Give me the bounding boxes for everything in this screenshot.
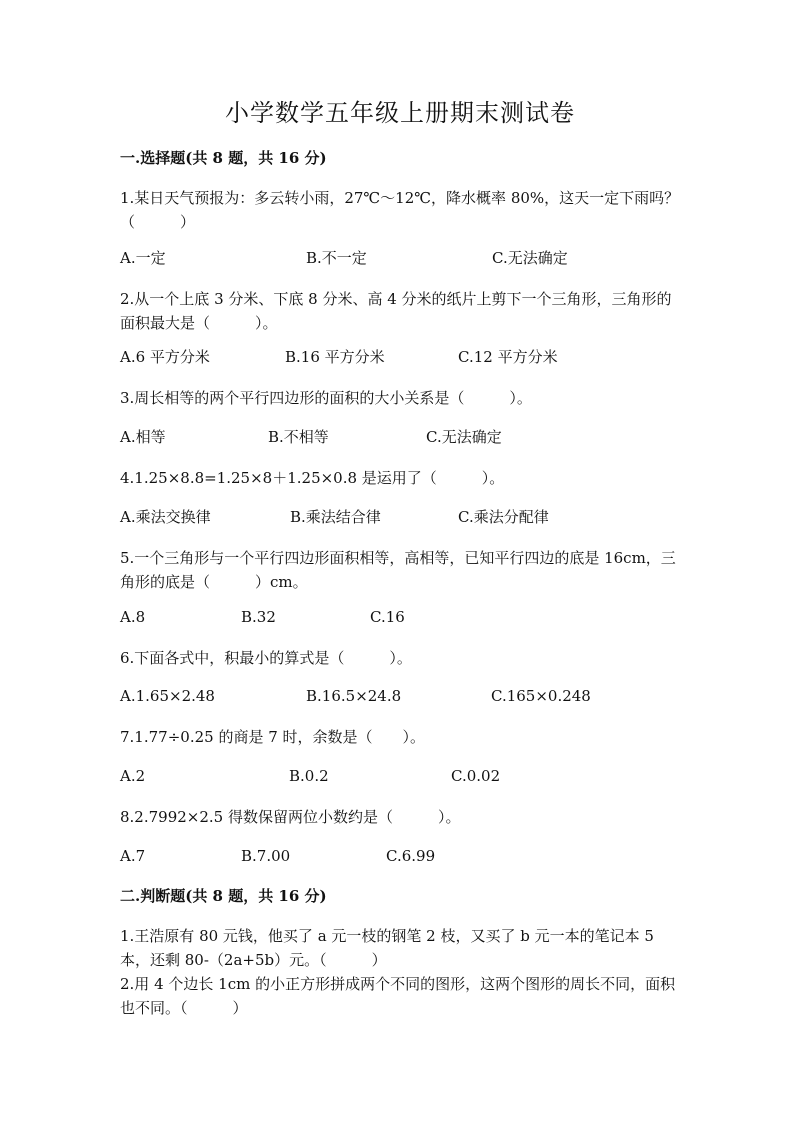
option-c: C.无法确定 [426, 428, 502, 446]
options-row [120, 506, 685, 528]
option-c: C.6.99 [386, 847, 436, 865]
question-text: 3.周长相等的两个平行四边形的面积的大小关系是（ ）。 [120, 389, 532, 407]
options-row [120, 247, 685, 269]
question-text: 8.2.7992×2.5 得数保留两位小数约是（ ）。 [120, 808, 461, 826]
option-b: B.不一定 [306, 249, 367, 267]
option-a: A.乘法交换律 [120, 508, 211, 526]
question-text: 2.用 4 个边长 1cm 的小正方形拼成两个不同的图形，这两个图形的周长不同，面积也不同。（ ） [120, 975, 676, 1017]
question-text: 5.一个三角形与一个平行四边形面积相等，高相等，已知平行四边的底是 16cm，三角形的底是（ ）cm。 [120, 549, 676, 591]
option-c: C.乘法分配律 [458, 508, 549, 526]
question-text: 1.王浩原有 80 元钱，他买了 a 元一枝的钢笔 2 枝，又买了 b 元一本的笔记本 5 本，还剩 80-（2a+5b）元。（ ） [120, 927, 654, 969]
question-text: 7.1.77÷0.25 的商是 7 时，余数是（ ）。 [120, 728, 426, 746]
option-a: A.相等 [120, 428, 166, 446]
option-b: B.不相等 [268, 428, 329, 446]
option-b: B.32 [241, 608, 276, 626]
option-a: A.8 [120, 608, 146, 626]
option-c: C.165×0.248 [491, 687, 591, 705]
options-row [120, 845, 685, 867]
option-c: C.0.02 [451, 767, 501, 785]
option-b: B.乘法结合律 [290, 508, 381, 526]
option-b: B.16 平方分米 [285, 348, 385, 366]
page-title: 小学数学五年级上册期末测试卷 [225, 99, 575, 127]
options-row [120, 606, 685, 628]
option-a: A.一定 [120, 249, 166, 267]
option-c: C.16 [370, 608, 405, 626]
option-a: A.6 平方分米 [120, 348, 210, 366]
option-c: C.12 平方分米 [458, 348, 558, 366]
options-row [120, 346, 685, 368]
option-a: A.2 [120, 767, 146, 785]
option-b: B.16.5×24.8 [306, 687, 402, 705]
options-row [120, 765, 685, 787]
question-text: 2.从一个上底 3 分米、下底 8 分米、高 4 分米的纸片上剪下一个三角形，三角形的面积最大是（ ）。 [120, 290, 672, 332]
question-text: 6.下面各式中，积最小的算式是（ ）。 [120, 649, 412, 667]
section-heading-judgement: 二.判断题(共 8 题，共 16 分) [120, 887, 327, 905]
option-a: A.1.65×2.48 [120, 687, 215, 705]
options-row [120, 685, 685, 707]
question-text: 4.1.25×8.8=1.25×8＋1.25×0.8 是运用了（ ）。 [120, 469, 505, 487]
section-heading-choice: 一.选择题(共 8 题，共 16 分) [120, 149, 327, 167]
option-c: C.无法确定 [492, 249, 568, 267]
question-text: 1.某日天气预报为：多云转小雨，27℃～12℃，降水概率 80%，这天一定下雨吗？（ ） [120, 189, 680, 231]
option-b: B.7.00 [241, 847, 291, 865]
option-b: B.0.2 [289, 767, 329, 785]
options-row [120, 426, 685, 448]
option-a: A.7 [120, 847, 146, 865]
